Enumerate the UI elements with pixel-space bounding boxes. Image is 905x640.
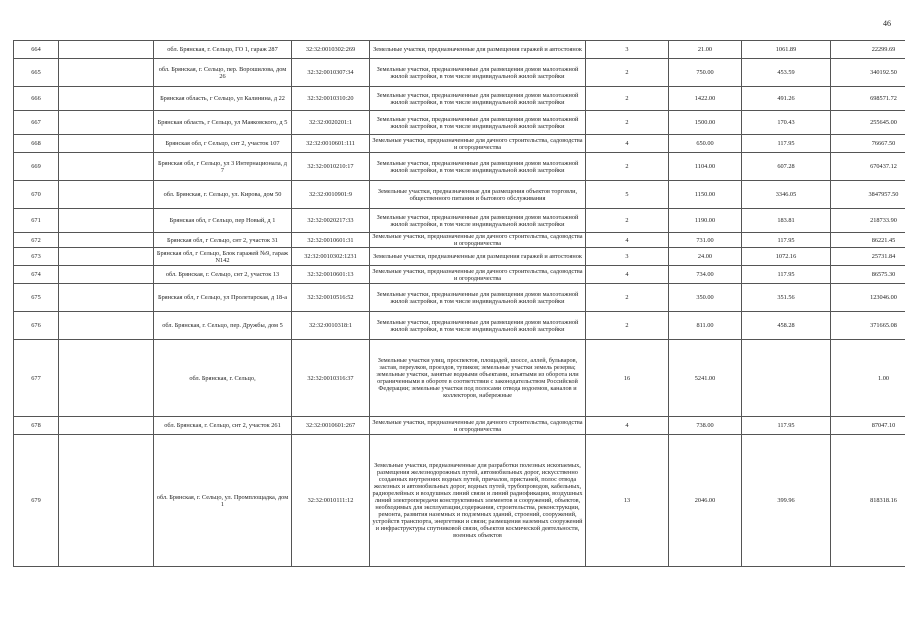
blank-cell (59, 87, 154, 111)
cadastral-value-cell: 1.00 (831, 340, 905, 417)
table-row (14, 135, 905, 153)
blank-cell (59, 435, 154, 567)
zone-cell: 3 (586, 41, 669, 59)
zone-cell: 3 (586, 248, 669, 266)
rate-cell: 117.95 (742, 417, 831, 435)
cadastral-value-cell: 371665.08 (831, 312, 905, 340)
address-cell: обл. Брянская, г. Сельцо, ул. Кирова, дом 50 (154, 181, 292, 209)
rate-cell: 399.96 (742, 435, 831, 567)
rate-cell: 491.26 (742, 87, 831, 111)
cadastral-number-cell: 32:32:0010601:13 (292, 266, 370, 284)
row-number-cell: 668 (14, 135, 59, 153)
table-row (14, 111, 905, 135)
land-use-cell: Земельные участки, предназначенные для размещения домов малоэтажной жилой застройки, в том числе индивидуальной жилой застройки (370, 284, 586, 312)
zone-cell: 2 (586, 312, 669, 340)
row-number-cell: 674 (14, 266, 59, 284)
cadastral-number-cell: 32:32:0010111:12 (292, 435, 370, 567)
blank-cell (59, 181, 154, 209)
address-cell: обл. Брянская, г. Сельцо, пер. Дружбы, дом 5 (154, 312, 292, 340)
rate-cell: 458.28 (742, 312, 831, 340)
cadastral-value-cell: 123046.00 (831, 284, 905, 312)
cadastral-number-cell: 32:32:0010302:1231 (292, 248, 370, 266)
table-row (14, 266, 905, 284)
zone-cell: 4 (586, 135, 669, 153)
table-row (14, 312, 905, 340)
row-number-cell: 672 (14, 233, 59, 248)
area-cell: 1500.00 (669, 111, 742, 135)
address-cell: Брянская обл, г Сельцо, ул Пролетарская, д 18-а (154, 284, 292, 312)
table-row (14, 209, 905, 233)
cadastral-number-cell: 32:32:0010310:20 (292, 87, 370, 111)
rate-cell: 170.43 (742, 111, 831, 135)
zone-cell: 4 (586, 417, 669, 435)
table-row (14, 87, 905, 111)
cadastral-value-cell: 22299.69 (831, 41, 905, 59)
address-cell: обл. Брянская, г. Сельцо, ГО 1, гараж 287 (154, 41, 292, 59)
cadastral-number-cell: 32:32:0010302:269 (292, 41, 370, 59)
zone-cell: 2 (586, 284, 669, 312)
cadastral-number-cell: 32:32:0010601:267 (292, 417, 370, 435)
blank-cell (59, 417, 154, 435)
blank-cell (59, 284, 154, 312)
cadastral-value-cell: 86221.45 (831, 233, 905, 248)
land-use-cell: Земельные участки, предназначенные для размещения домов малоэтажной жилой застройки, в том числе индивидуальной жилой застройки (370, 111, 586, 135)
table-row (14, 435, 905, 567)
address-cell: обл. Брянская, г. Сельцо, снт 2, участок 13 (154, 266, 292, 284)
address-cell: Брянская обл, г Сельцо, снт 2, участок 107 (154, 135, 292, 153)
row-number-cell: 673 (14, 248, 59, 266)
address-cell: обл. Брянская, г. Сельцо, пер. Ворошилова, дом 26 (154, 59, 292, 87)
land-use-cell: Земельные участки, предназначенные для размещения домов малоэтажной жилой застройки, в том числе индивидуальной жилой застройки (370, 59, 586, 87)
blank-cell (59, 209, 154, 233)
page-number: 46 (883, 19, 891, 28)
blank-cell (59, 340, 154, 417)
cadastral-value-cell: 340192.50 (831, 59, 905, 87)
land-use-cell: Земельные участки, предназначенные для размещения домов малоэтажной жилой застройки, в том числе индивидуальной жилой застройки (370, 312, 586, 340)
table-row (14, 417, 905, 435)
area-cell: 738.00 (669, 417, 742, 435)
table-row (14, 181, 905, 209)
land-use-cell: Земельные участки, предназначенные для размещения гаражей и автостоянок (370, 248, 586, 266)
address-cell: Брянская область, г Сельцо, ул Калинина, д 22 (154, 87, 292, 111)
area-cell: 24.00 (669, 248, 742, 266)
address-cell: Брянская обл, г Сельцо, снт 2, участок 31 (154, 233, 292, 248)
area-cell: 5241.00 (669, 340, 742, 417)
row-number-cell: 665 (14, 59, 59, 87)
table-row (14, 340, 905, 417)
land-use-cell: Земельные участки, предназначенные для дачного строительства, садоводства и огородничества (370, 233, 586, 248)
table-row (14, 59, 905, 87)
row-number-cell: 667 (14, 111, 59, 135)
blank-cell (59, 248, 154, 266)
area-cell: 731.00 (669, 233, 742, 248)
rate-cell: 607.28 (742, 153, 831, 181)
zone-cell: 5 (586, 181, 669, 209)
table-row (14, 284, 905, 312)
cadastral-value-cell: 255645.00 (831, 111, 905, 135)
area-cell: 1422.00 (669, 87, 742, 111)
cadastral-value-cell: 670437.12 (831, 153, 905, 181)
zone-cell: 2 (586, 59, 669, 87)
rate-cell (742, 340, 831, 417)
address-cell: обл. Брянская, г. Сельцо, (154, 340, 292, 417)
cadastral-value-cell: 698571.72 (831, 87, 905, 111)
table-row (14, 233, 905, 248)
rate-cell: 3346.05 (742, 181, 831, 209)
row-number-cell: 671 (14, 209, 59, 233)
land-registry-table (13, 40, 905, 567)
cadastral-value-cell: 218733.90 (831, 209, 905, 233)
rate-cell: 351.56 (742, 284, 831, 312)
blank-cell (59, 233, 154, 248)
land-use-cell: Земельные участки, предназначенные для размещения объектов торговли, общественного питания и бытового обслуживания (370, 181, 586, 209)
cadastral-number-cell: 32:32:0010318:1 (292, 312, 370, 340)
address-cell: Брянская область, г Сельцо, ул Маяковского, д 5 (154, 111, 292, 135)
blank-cell (59, 59, 154, 87)
land-use-cell: Земельные участки улиц, проспектов, площадей, шоссе, аллей, бульваров, застав, переулков, проездов, тупиков; земельные участки земель резерва; земельные участки, занятые водными объектами, изъятыми из оборота или ограниченными в обороте в соответствии с законодательством Российской Федерации; земельные участки под полосами отвода водоемов, каналов и коллекторов, набережные (370, 340, 586, 417)
blank-cell (59, 153, 154, 181)
row-number-cell: 675 (14, 284, 59, 312)
table-row (14, 153, 905, 181)
row-number-cell: 676 (14, 312, 59, 340)
rate-cell: 1072.16 (742, 248, 831, 266)
land-use-cell: Земельные участки, предназначенные для размещения гаражей и автостоянок (370, 41, 586, 59)
table-row (14, 41, 905, 59)
cadastral-number-cell: 32:32:0010901:9 (292, 181, 370, 209)
blank-cell (59, 135, 154, 153)
cadastral-value-cell: 76667.50 (831, 135, 905, 153)
area-cell: 2046.00 (669, 435, 742, 567)
cadastral-value-cell: 3847957.50 (831, 181, 905, 209)
row-number-cell: 669 (14, 153, 59, 181)
address-cell: обл. Брянская, г. Сельцо, снт 2, участок 261 (154, 417, 292, 435)
area-cell: 650.00 (669, 135, 742, 153)
zone-cell: 4 (586, 266, 669, 284)
address-cell: Брянская обл, г Сельцо, пер Новый, д 1 (154, 209, 292, 233)
area-cell: 1104.00 (669, 153, 742, 181)
blank-cell (59, 266, 154, 284)
rate-cell: 117.95 (742, 233, 831, 248)
zone-cell: 13 (586, 435, 669, 567)
row-number-cell: 670 (14, 181, 59, 209)
area-cell: 21.00 (669, 41, 742, 59)
blank-cell (59, 41, 154, 59)
land-use-cell: Земельные участки, предназначенные для дачного строительства, садоводства и огородничества (370, 135, 586, 153)
row-number-cell: 678 (14, 417, 59, 435)
address-cell: Брянская обл, г Сельцо, ул 3 Интернационала, д 7 (154, 153, 292, 181)
row-number-cell: 664 (14, 41, 59, 59)
zone-cell: 16 (586, 340, 669, 417)
table-row (14, 248, 905, 266)
cadastral-value-cell: 818318.16 (831, 435, 905, 567)
row-number-cell: 677 (14, 340, 59, 417)
cadastral-number-cell: 32:32:0010316:37 (292, 340, 370, 417)
cadastral-value-cell: 87047.10 (831, 417, 905, 435)
rate-cell: 183.81 (742, 209, 831, 233)
land-use-cell: Земельные участки, предназначенные для размещения домов малоэтажной жилой застройки, в том числе индивидуальной жилой застройки (370, 87, 586, 111)
rate-cell: 1061.89 (742, 41, 831, 59)
cadastral-value-cell: 86575.30 (831, 266, 905, 284)
rate-cell: 117.95 (742, 135, 831, 153)
area-cell: 811.00 (669, 312, 742, 340)
land-use-cell: Земельные участки, предназначенные для разработки полезных ископаемых, размещения железнодорожных путей, автомобильных дорог, искусственно созданных внутренних водных путей, причалов, пристаней, полос отвода железных и автомобильных дорог, водных путей, трубопроводов, кабельных, радиорелейных и воздушных линий связи и линий радиофикации, воздушных линий электропередачи конструктивных элементов и сооружений, объектов, необходимых для эксплуатации,содержания, строительства, реконструкции, ремонта, развития наземных и подземных зданий, строений, сооружений, устройств транспорта, энергетики и связи; размещения наземных сооружений и инфраструктуры спутниковой связи, объектов космической деятельности, военных объектов (370, 435, 586, 567)
cadastral-number-cell: 32:32:0010601:111 (292, 135, 370, 153)
cadastral-number-cell: 32:32:0010601:31 (292, 233, 370, 248)
blank-cell (59, 111, 154, 135)
zone-cell: 2 (586, 153, 669, 181)
cadastral-number-cell: 32:32:0020201:1 (292, 111, 370, 135)
area-cell: 750.00 (669, 59, 742, 87)
zone-cell: 2 (586, 111, 669, 135)
row-number-cell: 666 (14, 87, 59, 111)
address-cell: Брянская обл, г Сельцо, Блок гаражей №9, гараж N142 (154, 248, 292, 266)
land-use-cell: Земельные участки, предназначенные для дачного строительства, садоводства и огородничества (370, 266, 586, 284)
area-cell: 1190.00 (669, 209, 742, 233)
area-cell: 1150.00 (669, 181, 742, 209)
area-cell: 350.00 (669, 284, 742, 312)
rate-cell: 453.59 (742, 59, 831, 87)
registry-table-body (14, 41, 905, 567)
zone-cell: 2 (586, 209, 669, 233)
zone-cell: 2 (586, 87, 669, 111)
area-cell: 734.00 (669, 266, 742, 284)
address-cell: обл. Брянская, г. Сельцо, ул. Промплощадка, дом 1 (154, 435, 292, 567)
cadastral-number-cell: 32:32:0020217:33 (292, 209, 370, 233)
land-use-cell: Земельные участки, предназначенные для дачного строительства, садоводства и огородничества (370, 417, 586, 435)
cadastral-number-cell: 32:32:0010307:34 (292, 59, 370, 87)
zone-cell: 4 (586, 233, 669, 248)
blank-cell (59, 312, 154, 340)
land-use-cell: Земельные участки, предназначенные для размещения домов малоэтажной жилой застройки, в том числе индивидуальной жилой застройки (370, 153, 586, 181)
land-use-cell: Земельные участки, предназначенные для размещения домов малоэтажной жилой застройки, в том числе индивидуальной жилой застройки (370, 209, 586, 233)
cadastral-number-cell: 32:32:0010210:17 (292, 153, 370, 181)
cadastral-value-cell: 25731.84 (831, 248, 905, 266)
row-number-cell: 679 (14, 435, 59, 567)
cadastral-number-cell: 32:32:0010516:52 (292, 284, 370, 312)
rate-cell: 117.95 (742, 266, 831, 284)
